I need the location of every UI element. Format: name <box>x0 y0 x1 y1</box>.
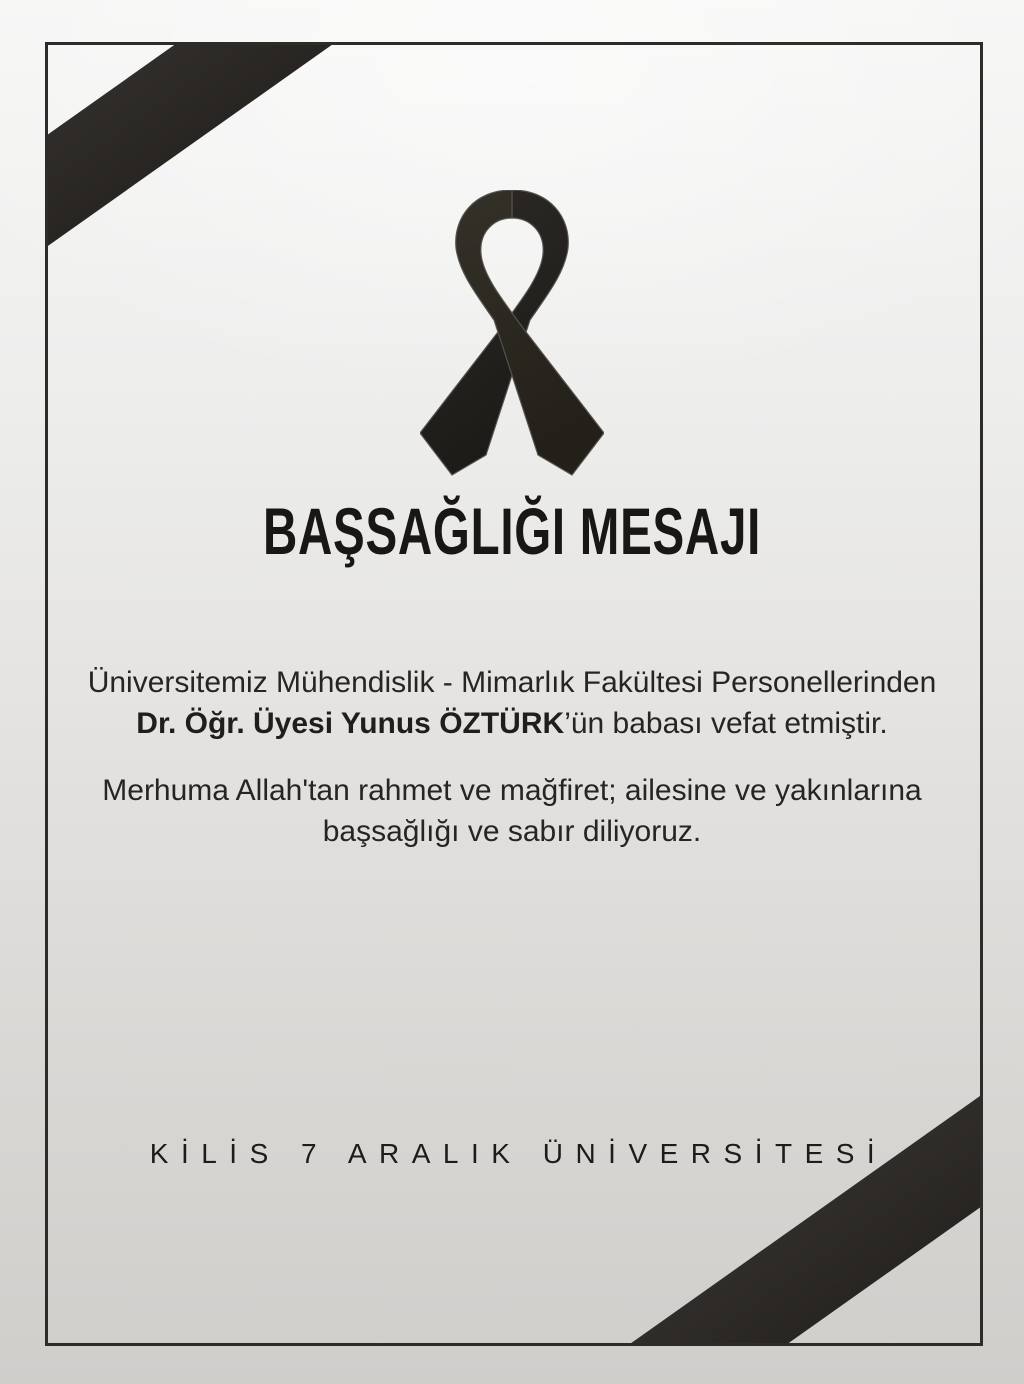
bottom-right-mourning-band <box>604 1062 980 1343</box>
mourning-ribbon-icon <box>420 190 604 478</box>
message-line-4: başsağlığı ve sabır diliyoruz. <box>322 815 702 848</box>
condolence-paragraph-2 <box>0 770 1024 852</box>
message-line-2-rest: ’ün babası vefat etmiştir. <box>564 707 888 740</box>
condolence-paragraph-1 <box>0 662 1024 744</box>
message-line-2 <box>0 703 1024 744</box>
message-line-1: Üniversitemiz Mühendislik - Mimarlık Fakültesi Personellerinden <box>87 666 937 699</box>
message-line-3: Merhuma Allah'tan rahmet ve mağfiret; ailesine ve yakınlarına <box>102 774 922 807</box>
university-name: KİLİS 7 ARALIK ÜNİVERSİTESİ <box>149 1138 888 1169</box>
deceased-relative-name: Dr. Öğr. Üyesi Yunus ÖZTÜRK <box>136 707 565 740</box>
top-left-mourning-band <box>48 45 421 282</box>
page-title: BAŞSAĞLIĞI MESAJI <box>262 494 762 568</box>
